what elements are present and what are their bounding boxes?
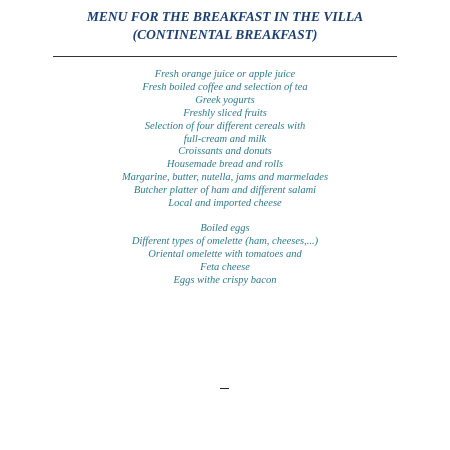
menu-item: Housemade bread and rolls [166,159,284,171]
footer-dash [220,388,229,389]
menu-item: Local and imported cheese [168,198,282,210]
menu-item: Different types of omelette (ham, cheeses,...) [131,235,319,247]
menu-item: Selection of four different cereals with [144,120,306,132]
menu-title: MENU FOR THE BREAKFAST IN THE VILLA [86,9,364,24]
menu-item: Fresh boiled coffee and selection of tea [142,81,308,93]
menu-section-continental [0,69,450,211]
menu-item: Butcher platter of ham and different salami [133,185,317,197]
menu-item: Greek yogurts [195,94,255,106]
menu-section-eggs [0,223,450,288]
menu-item: Fresh orange juice or apple juice [154,69,296,80]
menu-item: Oriental omelette with tomatoes and [148,248,302,260]
menu-item: Boiled eggs [200,223,250,234]
menu-item: Margarine, butter, nutella, jams and marmelades [121,172,329,184]
menu-subtitle: (CONTINENTAL BREAKFAST) [132,27,318,42]
menu-item: full-cream and milk [183,133,267,145]
header-divider [53,56,397,57]
menu-item: Freshly sliced fruits [183,107,267,119]
menu-item: Eggs withe crispy bacon [173,274,277,286]
menu-item: Feta cheese [200,261,250,273]
menu-item: Croissants and donuts [178,146,272,158]
